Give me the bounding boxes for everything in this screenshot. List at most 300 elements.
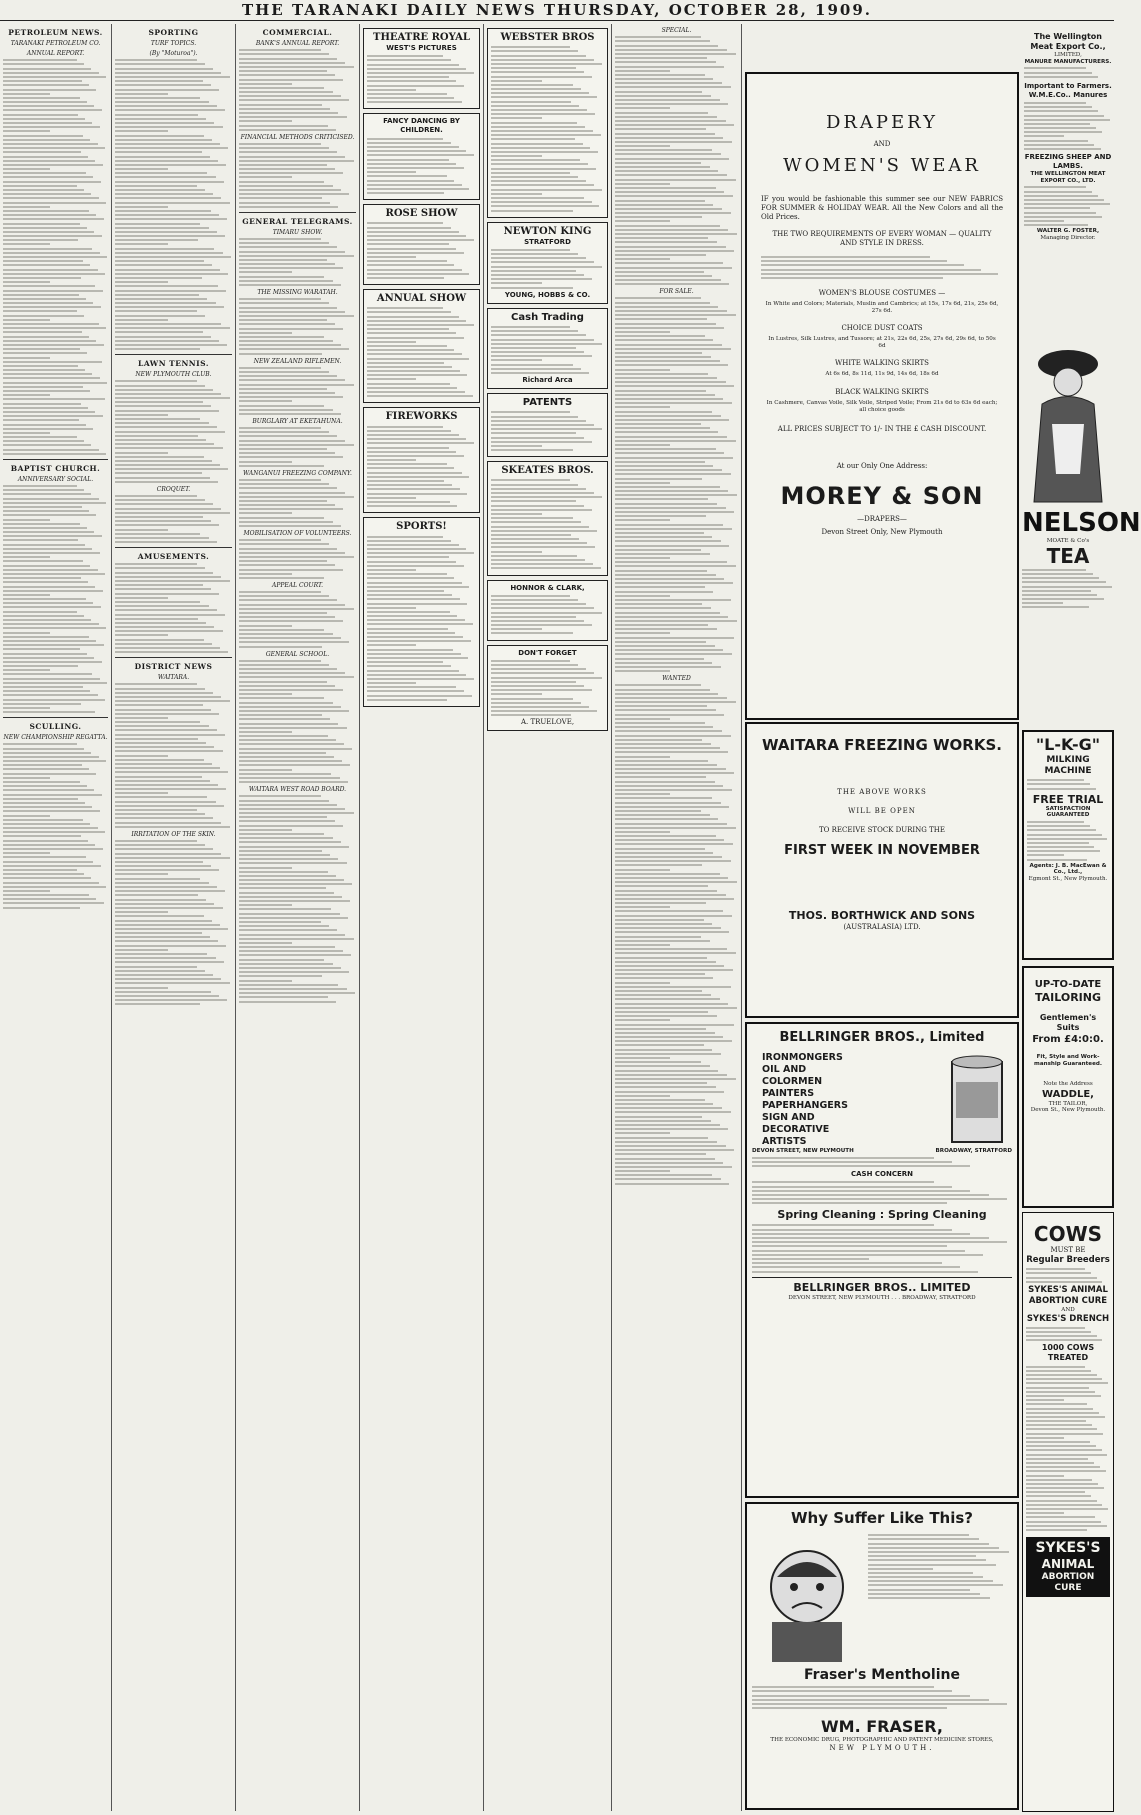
bellringer-item: PAPERHANGERS — [762, 1100, 848, 1111]
waitara-line4: FIRST WEEK IN NOVEMBER — [784, 843, 980, 858]
text-line — [239, 367, 321, 369]
drapery-white: WHITE WALKING SKIRTS — [835, 359, 929, 368]
text-line — [115, 147, 228, 149]
text-line — [115, 89, 219, 91]
text-line — [3, 619, 91, 621]
subheading-byline: (By "Moturoa"). — [149, 50, 198, 57]
text-line — [615, 344, 722, 346]
text-line — [239, 70, 327, 72]
text-line — [752, 1157, 934, 1159]
text-line — [615, 411, 712, 413]
suffering-man-illustration — [752, 1532, 862, 1662]
text-line — [239, 731, 292, 733]
text-line — [367, 636, 463, 638]
text-line — [615, 1099, 705, 1101]
text-line — [1027, 842, 1089, 844]
text-line — [239, 988, 347, 990]
text-line — [239, 456, 343, 458]
classified-body — [615, 297, 738, 672]
text-line — [239, 396, 343, 398]
ad-body — [491, 479, 604, 569]
text-line — [239, 917, 348, 919]
text-line — [615, 137, 723, 139]
text-line — [868, 1576, 983, 1578]
text-line — [615, 419, 729, 421]
text-line — [615, 427, 710, 429]
text-line — [115, 72, 221, 74]
text-line — [367, 101, 462, 103]
text-line — [239, 871, 328, 873]
text-line — [367, 163, 456, 165]
text-line — [615, 1145, 726, 1147]
text-line — [615, 208, 722, 210]
text-line — [491, 143, 583, 145]
ad-nelson-tea — [1022, 334, 1141, 726]
text-line — [615, 390, 706, 392]
lkg-free: FREE TRIAL — [1032, 792, 1104, 806]
text-line — [367, 395, 473, 397]
text-line — [239, 892, 334, 894]
text-line — [239, 62, 345, 64]
text-line — [3, 156, 88, 158]
text-line — [239, 875, 336, 877]
text-line — [3, 768, 89, 770]
text-line — [752, 1190, 970, 1192]
ad-cows — [1022, 1212, 1114, 1812]
text-line — [115, 848, 213, 850]
ad-skeates-title: SKEATES BROS. — [501, 465, 594, 477]
text-line — [115, 524, 219, 526]
text-line — [3, 594, 50, 596]
bellringer-trades — [752, 1052, 1012, 1148]
text-line — [239, 637, 341, 639]
text-line — [239, 340, 333, 342]
tailoring-1: UP-TO-DATE — [1034, 979, 1102, 990]
text-line — [3, 361, 102, 363]
text-line — [115, 801, 216, 803]
article-body — [115, 380, 232, 483]
text-line — [115, 953, 207, 955]
text-line — [239, 440, 345, 442]
text-line — [239, 189, 341, 191]
bellringer-title: BELLRINGER BROS., Limited — [779, 1030, 985, 1045]
text-line — [491, 685, 584, 687]
text-line — [239, 616, 335, 618]
text-line — [615, 53, 736, 55]
text-line — [239, 1001, 336, 1003]
text-line — [115, 68, 213, 70]
text-line — [615, 440, 736, 442]
heading-commercial: COMMERCIAL. — [262, 28, 333, 37]
subheading-waratah: THE MISSING WARATAH. — [257, 289, 338, 296]
text-line — [615, 1095, 670, 1097]
text-line — [239, 336, 324, 338]
text-line — [239, 760, 342, 762]
text-line — [367, 430, 451, 432]
text-line — [3, 544, 85, 546]
text-line — [3, 285, 95, 287]
text-line — [615, 302, 710, 304]
text-line — [367, 320, 466, 322]
text-line — [615, 225, 720, 227]
text-line — [239, 887, 326, 889]
text-line — [367, 544, 459, 546]
text-line — [115, 456, 204, 458]
text-line — [491, 59, 594, 61]
cows-treated: 1000 COWS TREATED — [1041, 1343, 1095, 1363]
text-line — [3, 407, 88, 409]
subheading-club: NEW PLYMOUTH CLUB. — [135, 371, 212, 379]
ad-drapery — [745, 72, 1019, 720]
text-line — [752, 1224, 934, 1226]
drapery-drapers: —DRAPERS— — [857, 515, 907, 524]
text-line — [615, 423, 701, 425]
text-line — [239, 984, 338, 986]
text-line — [491, 172, 570, 174]
drapery-dust-detail: In Lustres, Silk Lustres, and Tussore; at 21s, 22s 6d, 25s, 27s 6d, 29s 6d, to 50s 6d — [768, 336, 996, 349]
text-line — [615, 271, 704, 273]
text-line — [115, 597, 168, 599]
text-line — [615, 586, 705, 588]
text-line — [3, 907, 80, 909]
text-line — [3, 781, 80, 783]
text-line — [239, 564, 335, 566]
text-line — [239, 879, 344, 881]
lkg-sat: SATISFACTION GUARANTEED — [1045, 805, 1091, 819]
text-line — [1022, 581, 1106, 583]
text-line — [615, 1107, 722, 1109]
text-line — [615, 637, 734, 639]
text-line — [491, 193, 542, 195]
text-line — [115, 647, 220, 649]
text-line — [615, 1003, 728, 1005]
text-line — [115, 792, 168, 794]
text-line — [615, 940, 710, 942]
text-line — [491, 355, 592, 357]
text-line — [115, 210, 211, 212]
ad-stratford: STRATFORD — [524, 237, 571, 246]
text-line — [752, 1198, 1007, 1200]
text-line — [239, 185, 333, 187]
text-line — [491, 411, 570, 413]
wellington-list — [1024, 102, 1112, 150]
text-line — [115, 223, 200, 225]
text-line — [239, 160, 354, 162]
text-line — [491, 92, 589, 94]
text-line — [239, 74, 335, 76]
text-line — [615, 620, 737, 622]
text-line — [491, 257, 586, 259]
text-line — [239, 328, 343, 330]
text-line — [367, 484, 452, 486]
ad-body — [491, 46, 604, 211]
text-line — [1022, 573, 1093, 575]
text-line — [615, 461, 705, 463]
text-line — [3, 290, 103, 292]
text-line — [239, 971, 349, 973]
text-line — [615, 705, 707, 707]
text-line — [367, 594, 452, 596]
text-line — [239, 921, 321, 923]
text-line — [615, 335, 705, 337]
text-line — [615, 310, 727, 312]
text-line — [239, 710, 349, 712]
text-line — [239, 829, 292, 831]
text-line — [115, 853, 221, 855]
text-line — [752, 1181, 934, 1183]
text-line — [239, 992, 355, 994]
text-line — [367, 239, 474, 241]
text-line — [239, 500, 327, 502]
text-line — [239, 608, 354, 610]
text-line — [1026, 1529, 1087, 1531]
text-line — [3, 636, 89, 638]
text-line — [115, 193, 213, 195]
text-line — [615, 591, 713, 593]
text-line — [239, 660, 321, 662]
drapery-blouse-detail: In White and Colors; Materials, Muslin and Cambrics; at 15s, 17s 6d, 21s, 25s 6d, 27s 6d. — [765, 300, 999, 314]
text-line — [491, 330, 578, 332]
bellringer-list — [762, 1052, 848, 1148]
subheading-croquet: CROQUET. — [156, 485, 191, 493]
text-line — [615, 444, 670, 446]
text-line — [3, 84, 89, 86]
text-line — [615, 961, 716, 963]
wellington-important: Important to Farmers. — [1024, 81, 1112, 90]
text-line — [367, 451, 456, 453]
text-line — [239, 858, 338, 860]
waitara-firm-2: (AUSTRALASIA) LTD. — [843, 923, 921, 931]
tailoring-3: Gentlemen's Suits — [1039, 1013, 1097, 1032]
text-line — [3, 806, 92, 808]
text-line — [615, 818, 718, 820]
text-line — [491, 163, 588, 165]
text-line — [239, 413, 341, 415]
text-line — [491, 117, 542, 119]
text-line — [1027, 783, 1090, 785]
bellringer-addr-1: DEVON STREET, NEW PLYMOUTH — [752, 1148, 854, 1154]
text-line — [615, 843, 733, 845]
bellringer-item: SIGN AND — [762, 1112, 815, 1123]
text-line — [3, 260, 83, 262]
text-line — [239, 307, 337, 309]
fraser-name: WM. FRASER, — [821, 1717, 943, 1737]
text-line — [367, 607, 416, 609]
heading-district: DISTRICT NEWS — [134, 662, 213, 672]
text-line — [115, 269, 220, 271]
text-line — [367, 493, 467, 495]
text-line — [3, 810, 100, 812]
bellringer-spring: Spring Cleaning : Spring Cleaning — [777, 1208, 987, 1222]
text-line — [491, 698, 573, 700]
text-line — [115, 130, 168, 132]
text-line — [115, 298, 207, 300]
text-line — [367, 311, 451, 313]
text-line — [367, 353, 462, 355]
text-line — [615, 864, 702, 866]
lkg-sub: MILKING MACHINE — [1044, 755, 1092, 776]
text-line — [115, 452, 168, 454]
text-line — [239, 748, 352, 750]
ad-newton — [487, 222, 608, 304]
text-line — [239, 577, 324, 579]
ad-body — [491, 595, 604, 635]
text-line — [1026, 1416, 1105, 1418]
text-line — [615, 498, 708, 500]
text-line — [491, 71, 584, 73]
tailoring-4: From £4:0:0. — [1032, 1034, 1104, 1045]
text-line — [239, 147, 329, 149]
text-line — [491, 138, 575, 140]
text-line — [115, 894, 198, 896]
text-line — [115, 422, 209, 424]
text-line — [367, 505, 457, 507]
text-line — [615, 1049, 712, 1051]
text-line — [752, 1703, 1007, 1705]
text-line — [615, 1153, 706, 1155]
text-line — [615, 785, 723, 787]
subheading-waitara: WAITARA. — [157, 674, 190, 682]
text-line — [3, 210, 89, 212]
text-line — [615, 781, 715, 783]
text-line — [615, 511, 734, 513]
text-line — [239, 151, 337, 153]
text-line — [367, 332, 456, 334]
text-line — [615, 385, 734, 387]
text-line — [115, 477, 210, 479]
text-line — [239, 156, 345, 158]
text-line — [752, 1165, 970, 1167]
text-line — [115, 460, 212, 462]
text-line — [615, 1116, 702, 1118]
text-line — [615, 170, 718, 172]
text-line — [115, 882, 209, 884]
text-line — [3, 743, 77, 745]
text-line — [239, 862, 347, 864]
text-line — [3, 411, 95, 413]
text-line — [367, 154, 474, 156]
text-line — [115, 156, 210, 158]
text-line — [615, 1162, 723, 1164]
text-line — [615, 1120, 711, 1122]
text-line — [3, 63, 84, 65]
text-line — [615, 735, 731, 737]
text-line — [3, 678, 100, 680]
drapery-black-detail: In Cashmere, Canvas Voile, Silk Voile, Striped Voile; From 21s 6d to 63s 6d each; all choice goods — [766, 399, 998, 413]
drapery-title: DRAPERY — [825, 112, 939, 133]
bellringer-item: COLORMEN — [762, 1076, 823, 1087]
text-line — [615, 195, 733, 197]
text-line — [239, 280, 333, 282]
text-line — [239, 591, 321, 593]
text-line — [3, 80, 82, 82]
text-line — [615, 250, 734, 252]
text-line — [615, 977, 713, 979]
text-line — [615, 923, 712, 925]
text-line — [239, 353, 322, 355]
text-line — [615, 515, 706, 517]
text-line — [1027, 859, 1087, 861]
text-line — [868, 1534, 969, 1536]
text-line — [615, 327, 724, 329]
text-line — [868, 1555, 976, 1557]
text-line — [1027, 788, 1096, 790]
text-line — [239, 348, 349, 350]
text-line — [491, 368, 581, 370]
text-line — [615, 666, 721, 668]
text-line — [615, 957, 707, 959]
text-line — [3, 298, 86, 300]
text-line — [239, 808, 345, 810]
text-line — [615, 66, 724, 68]
text-line — [3, 699, 105, 701]
text-line — [3, 873, 84, 875]
cows-must: MUST BE — [1050, 1246, 1086, 1254]
subheading-company: TARANAKI PETROLEUM CO. — [10, 40, 101, 47]
text-line — [615, 549, 701, 551]
text-line — [239, 311, 345, 313]
ad-body — [491, 411, 604, 451]
text-line — [491, 567, 601, 569]
wellington-manure: MANURE MANUFACTURERS. — [1024, 58, 1112, 65]
text-line — [115, 869, 219, 871]
text-line — [491, 479, 570, 481]
ad-body — [491, 660, 604, 716]
text-line — [615, 174, 727, 176]
text-line — [615, 473, 731, 475]
text-line — [3, 218, 104, 220]
heading-telegrams: GENERAL TELEGRAMS. — [242, 216, 353, 226]
text-line — [367, 72, 474, 74]
text-line — [615, 532, 704, 534]
text-line — [1024, 216, 1102, 218]
text-line — [239, 854, 330, 856]
text-line — [367, 192, 444, 194]
text-line — [615, 565, 736, 567]
text-line — [367, 674, 466, 676]
text-line — [615, 1040, 732, 1042]
text-line — [615, 398, 723, 400]
text-line — [615, 747, 720, 749]
bellringer-item: PAINTERS — [762, 1088, 815, 1099]
text-line — [115, 593, 219, 595]
text-line — [615, 578, 724, 580]
text-line — [367, 488, 460, 490]
subheading-timaru: TIMARU SHOW. — [272, 228, 323, 236]
text-line — [491, 80, 542, 82]
text-line — [115, 541, 217, 543]
text-line — [115, 709, 211, 711]
article-body — [239, 660, 356, 783]
text-line — [367, 142, 451, 144]
text-line — [3, 424, 86, 426]
text-line — [615, 323, 716, 325]
text-line — [752, 1250, 965, 1252]
text-line — [239, 795, 321, 797]
text-line — [239, 384, 354, 386]
text-line — [615, 82, 722, 84]
ad-rose-title: ROSE SHOW — [385, 208, 458, 220]
text-line — [367, 615, 457, 617]
text-line — [115, 243, 168, 245]
text-line — [3, 773, 96, 775]
text-line — [491, 441, 592, 443]
text-line — [1024, 207, 1090, 209]
text-line — [115, 197, 221, 199]
text-line — [615, 124, 734, 126]
subheading-report: ANNUAL REPORT. — [26, 50, 85, 57]
text-line — [615, 649, 723, 651]
